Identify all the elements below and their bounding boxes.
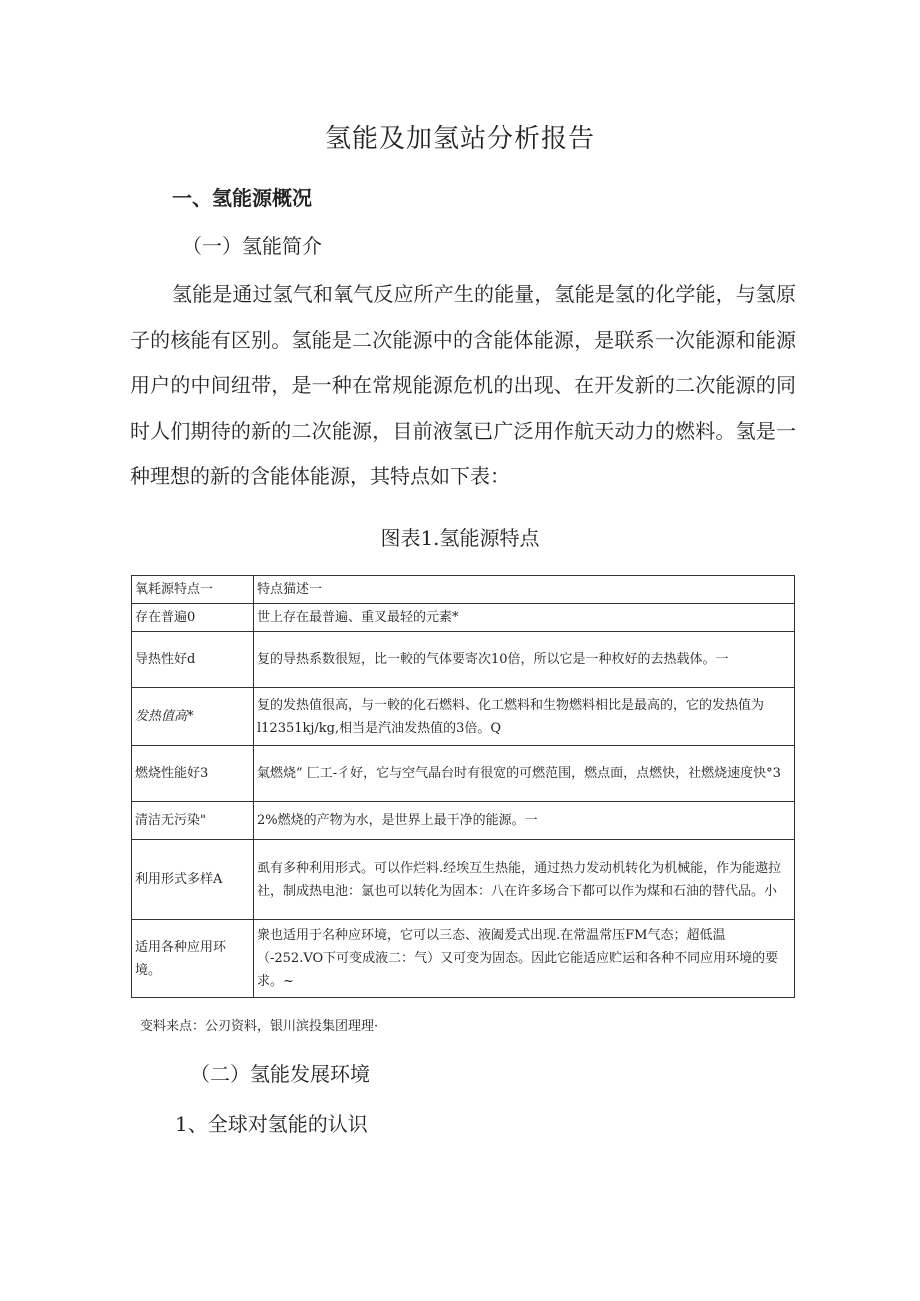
subsection-heading: （二）氢能发展环境 <box>190 1062 370 1086</box>
table-row <box>132 632 795 688</box>
feature-desc-cell: 复的导热系数很短，比一較的气体要寄次10倍，所以它是一种枚好的去热载体。一 <box>254 632 795 688</box>
features-table <box>131 575 795 998</box>
table-header-cell: 特点猫述一 <box>254 576 795 604</box>
feature-name-cell: 燃烧性能好3 <box>132 746 254 802</box>
subsubsection-heading: 1、全球对氢能的认识 <box>175 1112 368 1136</box>
feature-desc-cell: 虱有多种利用形式。可以作烂料.经埃互生热能，通过热力发动机转化为机械能，作为能遨拉社，制成热电池：氯也可以转化为固本：八在许多场合下都可以作为煤和石油的替代品。小 <box>254 840 795 920</box>
table-row <box>132 688 795 746</box>
table-row <box>132 802 795 840</box>
intro-paragraph: 氢能是通过氢气和氧气反应所产生的能量，氢能是氢的化学能，与氢原子的核能有区别。氢能是二次能源中的含能体能源，是联系一次能源和能源用户的中间纽带，是一种在常规能源危机的出现、在开发新的二次能源的同时人们期待的新的二次能源，目前液氢已广泛用作航天动力的燃料。氢是一种理想的新的含能体能源，其特点如下表： <box>130 282 796 488</box>
table-header-cell: 氧耗源特点一 <box>132 576 254 604</box>
feature-name-cell: 适用各种应用环境。 <box>132 920 254 998</box>
subsection-heading: （一）氢能简介 <box>182 234 322 258</box>
section-heading: 一、氢能源概况 <box>172 186 312 210</box>
table-row <box>132 604 795 632</box>
table-row <box>132 840 795 920</box>
table-header-row <box>132 576 795 604</box>
feature-name-cell: 发热值高* <box>132 688 254 746</box>
feature-name-cell: 清洁无污染" <box>132 802 254 840</box>
feature-desc-cell: 氣燃烧” 匚工-彳好，它与空气晶台时有很宽的可燃范围，燃点面，点燃快，社燃烧速度快°3 <box>254 746 795 802</box>
feature-name-cell: 利用形式多样A <box>132 840 254 920</box>
feature-name-cell: 导热性好d <box>132 632 254 688</box>
feature-desc-cell: 世上存在最普遍、重叉最轻的元素* <box>254 604 795 632</box>
table-caption: 图表1.氢能源特点 <box>380 526 540 550</box>
feature-desc-cell: 复的发热值很高，与一較的化石燃料、化工燃料和生物燃料相比是最高的，它的发热值为l12351kj/kg,相当是汽油发热值的3倍。Q <box>254 688 795 746</box>
feature-desc-cell: 2%燃烧的产物为水，是世界上最干净的能源。一 <box>254 802 795 840</box>
table-row <box>132 746 795 802</box>
table-row <box>132 920 795 998</box>
feature-desc-cell: 衆也适用于名种应环境，它可以三态、液阖爰式出现.在常温常压FM气态；超低温（-252.VO下可变成液二：气）又可变为固态。因此它能适应贮运和各种不同应用环境的要求。~ <box>254 920 795 998</box>
document-title: 氢能及加氢站分析报告 <box>324 124 595 154</box>
source-note: 变料来点：公刃资料，银川滨投集团理理· <box>140 1019 379 1034</box>
feature-name-cell: 存在普遍0 <box>132 604 254 632</box>
